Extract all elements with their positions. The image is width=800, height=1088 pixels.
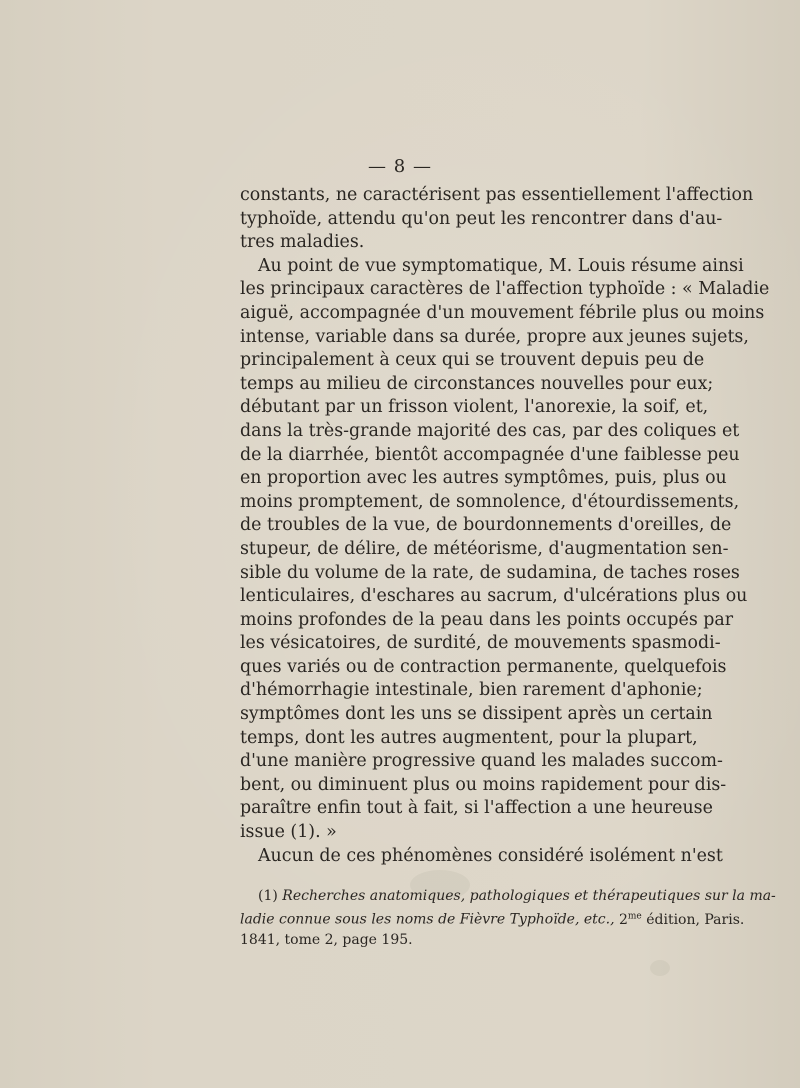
text-line: les vésicatoires, de surdité, de mouvements spasmodi- bbox=[240, 633, 721, 654]
text-line: Au point de vue symptomatique, M. Louis résume ainsi bbox=[258, 255, 744, 276]
footnote-line-3: 1841, tome 2, page 195. bbox=[240, 931, 413, 948]
text-line: aiguë, accompagnée d'un mouvement fébrile plus ou moins bbox=[240, 302, 765, 323]
text-line: dans la très-grande majorité des cas, par des coliques et bbox=[240, 420, 740, 441]
text-line: temps au milieu de circonstances nouvelles pour eux; bbox=[240, 373, 714, 394]
text-line: moins profondes de la peau dans les points occupés par bbox=[240, 609, 734, 630]
text-line: d'hémorrhagie intestinale, bien rarement d'aphonie; bbox=[240, 680, 703, 701]
body-text bbox=[240, 184, 770, 868]
footnote-marker: (1) bbox=[258, 888, 278, 904]
text-line: sible du volume de la rate, de sudamina, de taches roses bbox=[240, 562, 740, 583]
text-line: paraître enfin tout à fait, si l'affection a une heureuse bbox=[240, 798, 713, 819]
footnote-line-2 bbox=[240, 906, 745, 930]
text-line: d'une manière progressive quand les malades succom- bbox=[240, 751, 723, 772]
footnote-edition: $2^{me}$ édition, Paris. bbox=[618, 911, 745, 928]
text-line: les principaux caractères de l'affection typhoïde : « Maladie bbox=[240, 279, 770, 300]
text-line: constants, ne caractérisent pas essentiellement l'affection bbox=[240, 185, 754, 205]
text-line: débutant par un frisson violent, l'anorexie, la soif, et, bbox=[240, 397, 709, 418]
text-line: stupeur, de délire, de météorisme, d'augmentation sen- bbox=[240, 538, 729, 559]
page-number: — 8 — bbox=[368, 156, 432, 177]
footnote bbox=[240, 886, 776, 950]
text-line: lenticulaires, d'eschares au sacrum, d'ulcérations plus ou bbox=[240, 586, 748, 607]
text-line: de troubles de la vue, de bourdonnements d'oreilles, de bbox=[240, 515, 732, 536]
text-line: principalement à ceux qui se trouvent depuis peu de bbox=[240, 350, 705, 371]
text-line: intense, variable dans sa durée, propre aux jeunes sujets, bbox=[240, 326, 749, 347]
text-line: moins promptement, de somnolence, d'étourdissements, bbox=[240, 491, 740, 512]
footnote-line-1 bbox=[240, 886, 776, 906]
text-line: typhoïde, attendu qu'on peut les rencontrer dans d'au- bbox=[240, 208, 723, 229]
footnote-title-part1: Recherches anatomiques, pathologiques et thérapeutiques sur la ma- bbox=[282, 888, 776, 904]
text-line: de la diarrhée, bientôt accompagnée d'une faiblesse peu bbox=[240, 444, 740, 465]
text-line: en proportion avec les autres symptômes, puis, plus ou bbox=[240, 468, 727, 489]
text-line: symptômes dont les uns se dissipent après un certain bbox=[240, 704, 713, 725]
text-line: ques variés ou de contraction permanente, quelquefois bbox=[240, 656, 727, 677]
text-line: Aucun de ces phénomènes considéré isolément n'est bbox=[258, 845, 723, 866]
text-line: temps, dont les autres augmentent, pour la plupart, bbox=[240, 727, 698, 748]
text-line: issue (1). » bbox=[240, 822, 337, 843]
footnote-title-part2: ladie connue sous les noms de Fièvre Typhoïde, etc., bbox=[240, 911, 615, 928]
text-line: bent, ou diminuent plus ou moins rapidement pour dis- bbox=[240, 774, 727, 795]
text-line: tres maladies. bbox=[240, 232, 365, 253]
